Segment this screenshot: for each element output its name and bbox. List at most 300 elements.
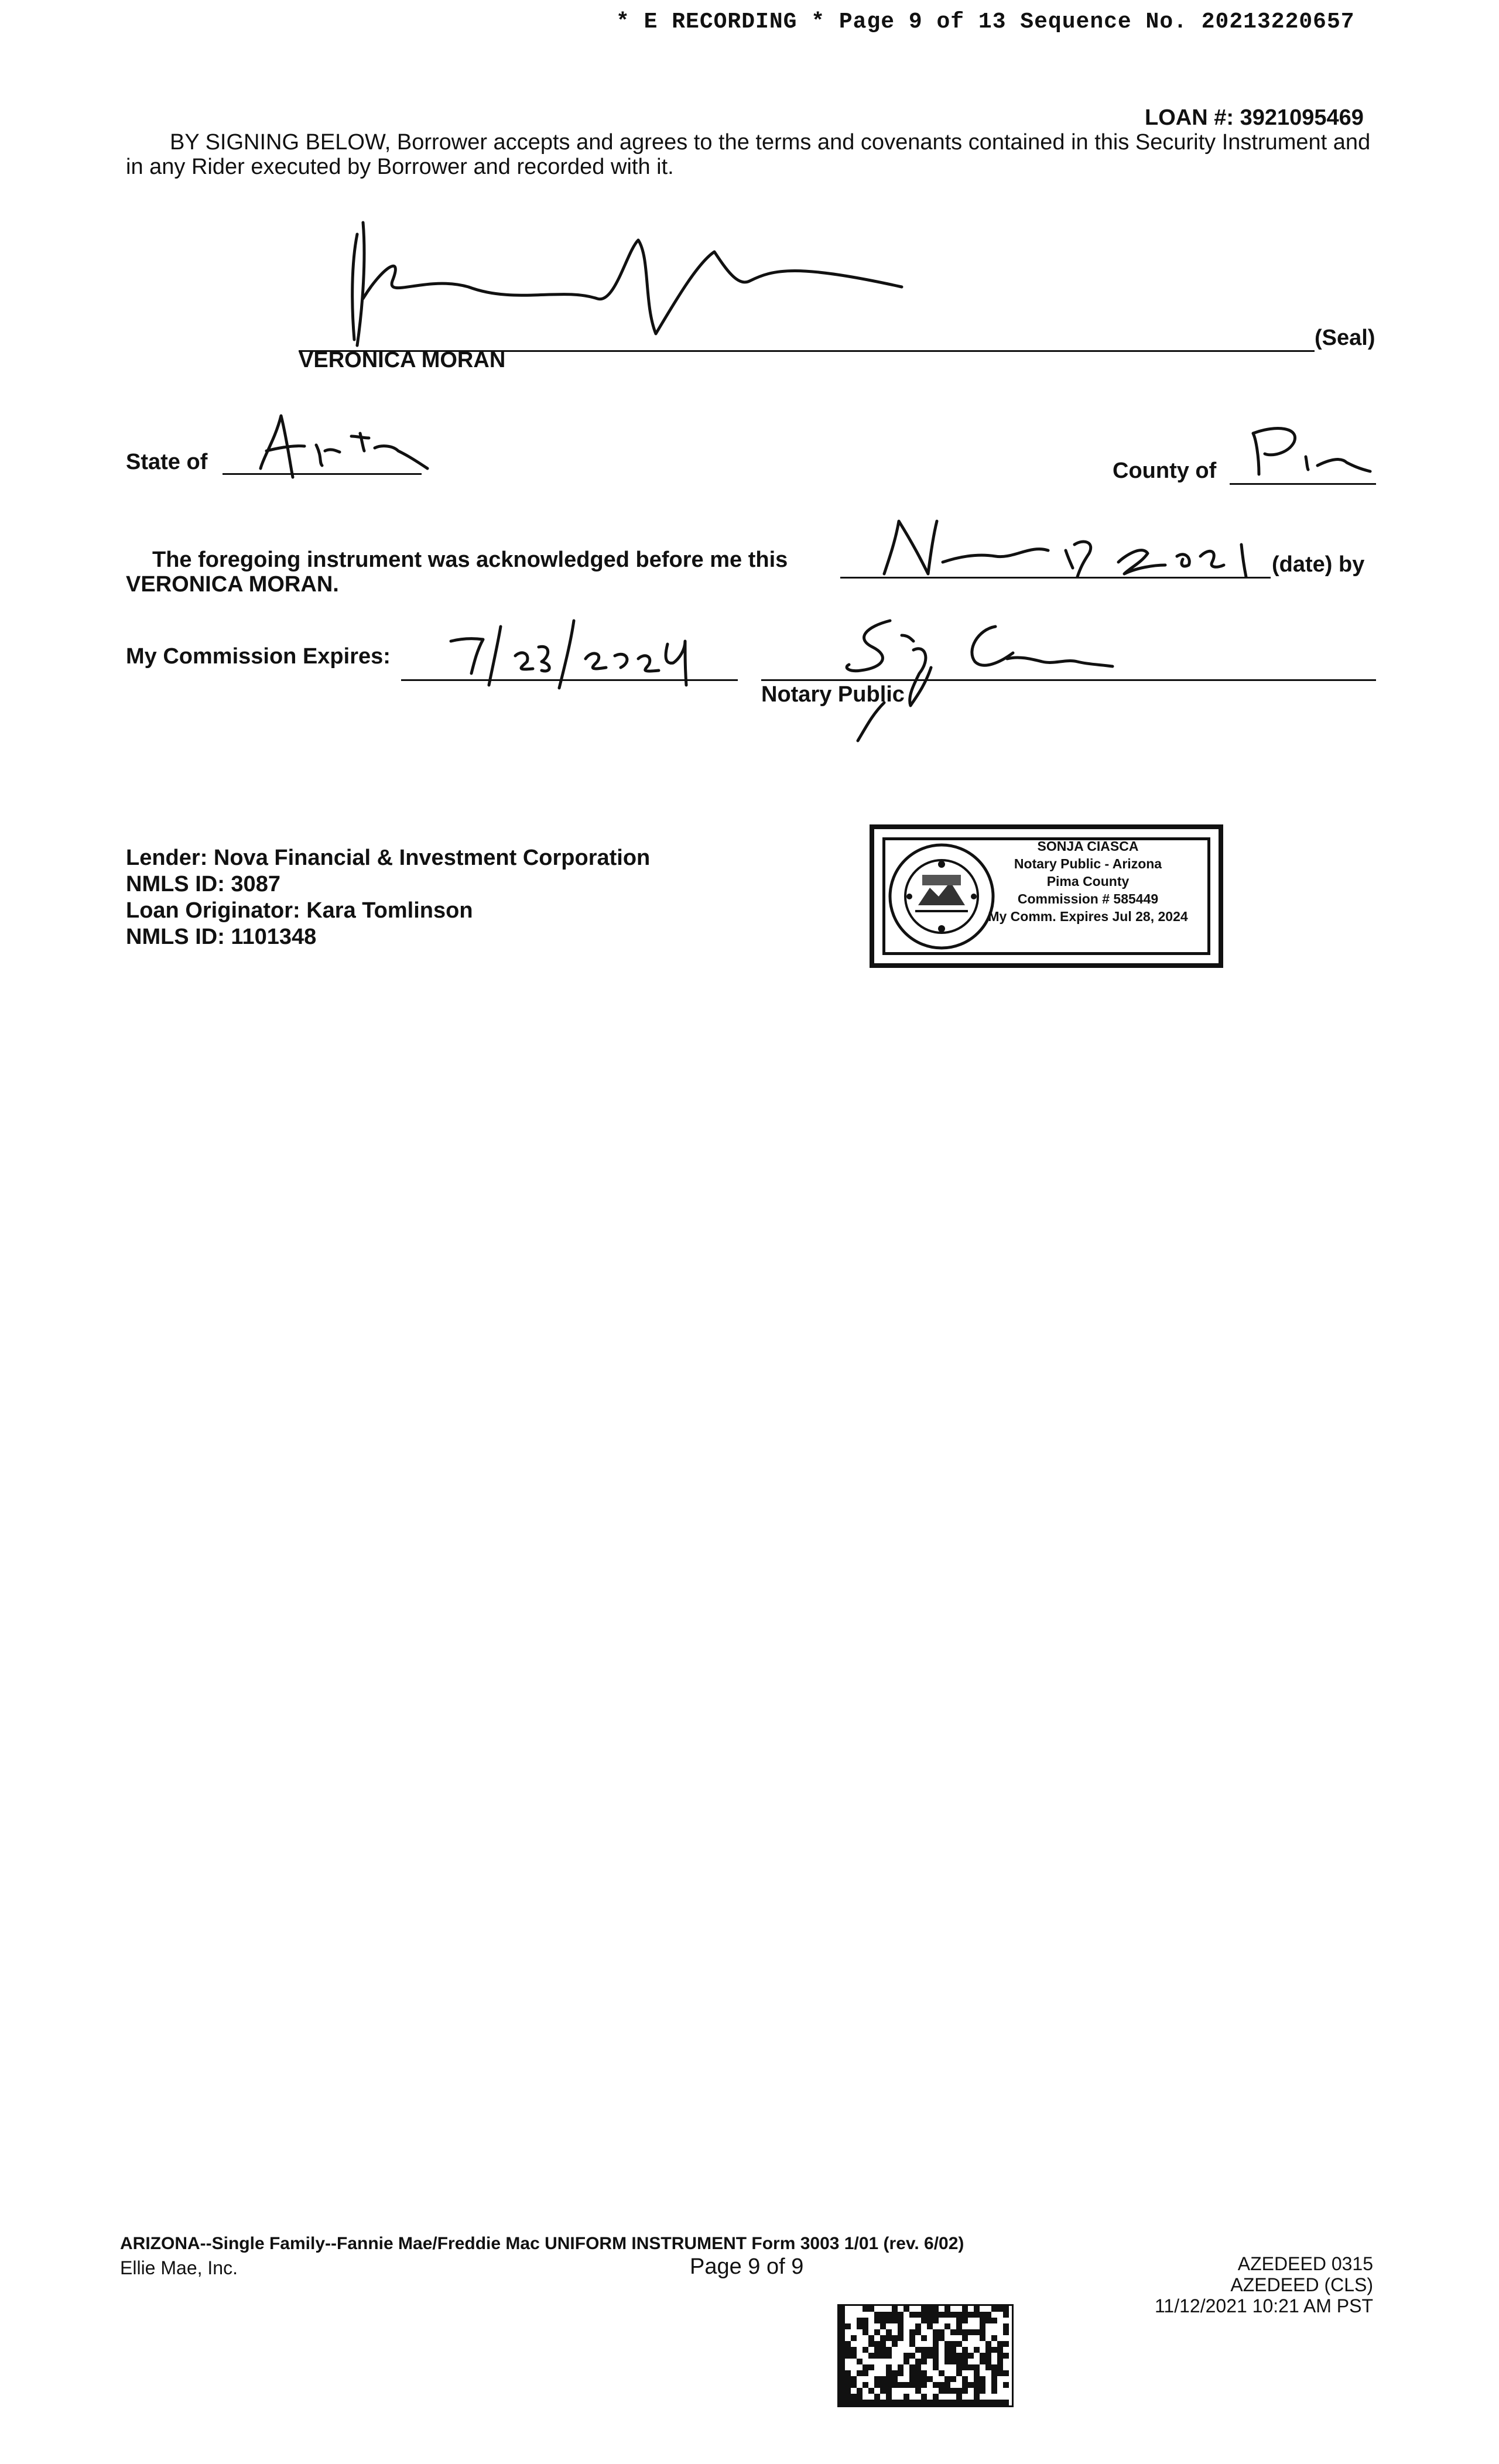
loan-number-line: [1145, 105, 1364, 131]
barcode-module: [909, 2370, 915, 2376]
barcode-module: [839, 2318, 845, 2323]
barcode-module: [980, 2329, 985, 2335]
borrower-name: VERONICA MORAN: [299, 348, 506, 372]
state-label: State of: [126, 450, 208, 474]
barcode-module: [1003, 2370, 1009, 2376]
barcode-module: [933, 2312, 939, 2318]
barcode-module: [863, 2318, 868, 2323]
stamp-text: [977, 837, 1199, 925]
barcode-module: [956, 2370, 962, 2376]
barcode-module: [921, 2400, 927, 2405]
barcode-module: [956, 2329, 962, 2335]
barcode-module: [980, 2312, 985, 2318]
barcode-module: [886, 2376, 892, 2382]
barcode-module: [915, 2323, 921, 2329]
barcode-module: [962, 2335, 968, 2341]
barcode-module: [980, 2382, 985, 2388]
barcode-module: [857, 2318, 863, 2323]
barcode-module: [880, 2376, 886, 2382]
barcode-module: [927, 2318, 933, 2323]
barcode-module: [980, 2335, 985, 2341]
barcode-module: [927, 2306, 933, 2312]
barcode-module: [863, 2364, 868, 2370]
barcode-module: [845, 2382, 851, 2388]
footer-code-2: AZEDEED (CLS): [1230, 2274, 1373, 2295]
barcode-module: [851, 2347, 857, 2353]
barcode-module: [991, 2347, 997, 2353]
barcode-module: [898, 2312, 903, 2318]
barcode-module: [909, 2382, 915, 2388]
barcode-module: [851, 2400, 857, 2405]
barcode-module: [956, 2388, 962, 2394]
barcode-module: [857, 2388, 863, 2394]
barcode-module: [933, 2341, 939, 2347]
barcode-module: [886, 2312, 892, 2318]
barcode-module: [950, 2353, 956, 2359]
barcode-module: [863, 2400, 868, 2405]
barcode-module: [915, 2347, 921, 2353]
barcode-module: [944, 2382, 950, 2388]
barcode-module: [997, 2370, 1003, 2376]
barcode-module: [874, 2376, 880, 2382]
barcode-module: [857, 2400, 863, 2405]
barcode-module: [927, 2353, 933, 2359]
barcode-module: [950, 2400, 956, 2405]
barcode-module: [898, 2318, 903, 2323]
barcode-module: [921, 2312, 927, 2318]
barcode-module: [839, 2341, 845, 2347]
barcode-module: [927, 2347, 933, 2353]
barcode-module: [933, 2335, 939, 2341]
barcode-module: [956, 2400, 962, 2405]
barcode-module: [851, 2394, 857, 2400]
barcode-module: [939, 2335, 944, 2341]
barcode-module: [985, 2318, 991, 2323]
barcode-module: [839, 2359, 845, 2364]
lender-nmls: NMLS ID: 3087: [126, 872, 280, 896]
barcode-module: [898, 2335, 903, 2341]
barcode-module: [944, 2341, 950, 2347]
footer-form-line: ARIZONA--Single Family--Fannie Mae/Freddie Mac UNIFORM INSTRUMENT Form 3003 1/01 (rev. 6/02): [120, 2234, 964, 2253]
barcode-module: [874, 2400, 880, 2405]
barcode-module: [880, 2347, 886, 2353]
barcode-module: [909, 2335, 915, 2341]
barcode-module: [962, 2388, 968, 2394]
barcode-module: [845, 2341, 851, 2347]
barcode-module: [903, 2306, 909, 2312]
barcode-module: [980, 2400, 985, 2405]
seal-label: (Seal): [1315, 326, 1375, 350]
barcode-module: [868, 2306, 874, 2312]
barcode-module: [974, 2400, 980, 2405]
barcode-module: [898, 2382, 903, 2388]
barcode-module: [921, 2394, 927, 2400]
barcode-module: [898, 2329, 903, 2335]
barcode-module: [974, 2370, 980, 2376]
barcode-module: [927, 2376, 933, 2382]
barcode-module: [985, 2312, 991, 2318]
barcode-module: [933, 2318, 939, 2323]
barcode-module: [933, 2329, 939, 2335]
barcode-module: [962, 2376, 968, 2382]
barcode-module: [933, 2394, 939, 2400]
barcode-module: [868, 2341, 874, 2347]
barcode-module: [997, 2353, 1003, 2359]
barcode-module: [863, 2306, 868, 2312]
barcode-module: [868, 2353, 874, 2359]
barcode-module: [997, 2359, 1003, 2364]
barcode-module: [903, 2359, 909, 2364]
barcode-module: [839, 2353, 845, 2359]
barcode-module: [909, 2353, 915, 2359]
barcode-module: [909, 2312, 915, 2318]
barcode-module: [939, 2400, 944, 2405]
barcode-module: [956, 2394, 962, 2400]
barcode-module: [944, 2306, 950, 2312]
barcode-module: [880, 2323, 886, 2329]
stamp-title: Notary Public - Arizona: [1014, 856, 1162, 871]
barcode-module: [985, 2364, 991, 2370]
barcode-module: [962, 2382, 968, 2388]
barcode-module: [956, 2353, 962, 2359]
barcode-module: [956, 2359, 962, 2364]
barcode-module: [886, 2400, 892, 2405]
barcode-module: [892, 2370, 898, 2376]
recording-header: * E RECORDING * Page 9 of 13 Sequence No. 20213220657: [616, 9, 1355, 35]
barcode-module: [892, 2400, 898, 2405]
barcode-module: [939, 2312, 944, 2318]
barcode-module: [933, 2400, 939, 2405]
barcode-module: [909, 2329, 915, 2335]
notary-public-label: Notary Public: [761, 682, 905, 707]
barcode-module: [886, 2347, 892, 2353]
barcode-module: [909, 2376, 915, 2382]
barcode-module: [839, 2400, 845, 2405]
barcode-module: [1003, 2323, 1009, 2329]
barcode-module: [903, 2382, 909, 2388]
barcode-module: [921, 2347, 927, 2353]
barcode-module: [980, 2359, 985, 2364]
barcode-module: [921, 2370, 927, 2376]
barcode-module: [886, 2353, 892, 2359]
barcode-module: [874, 2353, 880, 2359]
barcode-module: [868, 2388, 874, 2394]
barcode-module: [944, 2359, 950, 2364]
barcode-module: [915, 2388, 921, 2394]
barcode-module: [886, 2382, 892, 2388]
barcode-module: [845, 2353, 851, 2359]
barcode-module: [868, 2335, 874, 2341]
barcode-module: [851, 2353, 857, 2359]
barcode-module: [974, 2306, 980, 2312]
barcode-module: [839, 2388, 845, 2394]
barcode-module: [903, 2400, 909, 2405]
barcode-module: [915, 2376, 921, 2382]
barcode-module: [898, 2323, 903, 2329]
commission-handwriting: [427, 609, 732, 691]
barcode-module: [939, 2382, 944, 2388]
barcode-module: [980, 2353, 985, 2359]
barcode-module: [892, 2306, 898, 2312]
barcode-module: [839, 2335, 845, 2341]
barcode-module: [857, 2370, 863, 2376]
barcode-module: [944, 2323, 950, 2329]
barcode-module: [845, 2400, 851, 2405]
notary-stamp: [870, 824, 1223, 968]
barcode-module: [962, 2359, 968, 2364]
barcode-module: [921, 2376, 927, 2382]
barcode-module: [880, 2312, 886, 2318]
originator-nmls: NMLS ID: 1101348: [126, 925, 317, 949]
barcode-module: [956, 2364, 962, 2370]
barcode-module: [944, 2376, 950, 2382]
barcode-module: [845, 2388, 851, 2394]
barcode-module: [839, 2364, 845, 2370]
barcode-module: [851, 2376, 857, 2382]
date-by-label: (date) by: [1272, 552, 1365, 577]
barcode-module: [962, 2400, 968, 2405]
barcode-module: [962, 2347, 968, 2353]
stamp-notary-name: SONJA CIASCA: [1037, 839, 1139, 854]
barcode-module: [997, 2306, 1003, 2312]
barcode-module: [939, 2388, 944, 2394]
ack-text: The foregoing instrument was acknowledged before me this: [152, 547, 788, 572]
barcode-module: [956, 2312, 962, 2318]
barcode-module: [1003, 2353, 1009, 2359]
barcode-module: [974, 2312, 980, 2318]
barcode-module: [962, 2318, 968, 2323]
ack-date-handwriting: [872, 509, 1271, 586]
barcode-module: [991, 2318, 997, 2323]
barcode-module: [845, 2394, 851, 2400]
barcode-module: [839, 2370, 845, 2376]
barcode-module: [921, 2335, 927, 2341]
barcode-module: [974, 2329, 980, 2335]
barcode-module: [991, 2306, 997, 2312]
barcode-module: [839, 2306, 845, 2312]
barcode-module: [886, 2364, 892, 2370]
barcode-module: [950, 2388, 956, 2394]
barcode-module: [903, 2394, 909, 2400]
barcode-module: [968, 2364, 974, 2370]
barcode-module: [974, 2376, 980, 2382]
barcode: [837, 2304, 1014, 2407]
barcode-module: [991, 2400, 997, 2405]
ack-name: VERONICA MORAN.: [126, 572, 339, 597]
barcode-module: [839, 2382, 845, 2388]
barcode-module: [892, 2382, 898, 2388]
barcode-module: [950, 2347, 956, 2353]
barcode-module: [915, 2329, 921, 2335]
barcode-module: [921, 2353, 927, 2359]
barcode-module: [1003, 2382, 1009, 2388]
barcode-module: [991, 2364, 997, 2370]
barcode-module: [956, 2318, 962, 2323]
barcode-module: [857, 2323, 863, 2329]
barcode-module: [892, 2335, 898, 2341]
barcode-module: [968, 2329, 974, 2335]
barcode-module: [845, 2323, 851, 2329]
barcode-module: [892, 2318, 898, 2323]
barcode-module: [944, 2353, 950, 2359]
barcode-module: [851, 2382, 857, 2388]
barcode-module: [974, 2364, 980, 2370]
barcode-module: [968, 2353, 974, 2359]
lender-name: Lender: Nova Financial & Investment Corporation: [126, 846, 651, 870]
footer-page: Page 9 of 9: [690, 2254, 804, 2279]
barcode-module: [1003, 2400, 1009, 2405]
barcode-module: [845, 2376, 851, 2382]
barcode-module: [903, 2353, 909, 2359]
barcode-module: [909, 2400, 915, 2405]
barcode-module: [950, 2329, 956, 2335]
barcode-module: [980, 2388, 985, 2394]
barcode-module: [874, 2347, 880, 2353]
barcode-module: [985, 2341, 991, 2347]
barcode-module: [845, 2347, 851, 2353]
loan-originator: Loan Originator: Kara Tomlinson: [126, 898, 473, 923]
barcode-module: [944, 2388, 950, 2394]
barcode-module: [962, 2329, 968, 2335]
barcode-module: [874, 2394, 880, 2400]
notary-signature: [808, 603, 1136, 755]
barcode-module: [863, 2329, 868, 2335]
barcode-module: [980, 2323, 985, 2329]
barcode-module: [933, 2347, 939, 2353]
barcode-module: [974, 2394, 980, 2400]
barcode-module: [985, 2353, 991, 2359]
barcode-module: [980, 2318, 985, 2323]
barcode-module: [886, 2370, 892, 2376]
barcode-module: [909, 2364, 915, 2370]
barcode-module: [915, 2400, 921, 2405]
barcode-module: [956, 2341, 962, 2347]
barcode-module: [939, 2370, 944, 2376]
barcode-module: [909, 2341, 915, 2347]
barcode-module: [851, 2335, 857, 2341]
barcode-module: [874, 2312, 880, 2318]
barcode-module: [915, 2382, 921, 2388]
barcode-module: [921, 2306, 927, 2312]
loan-label: LOAN #:: [1145, 105, 1234, 130]
footer-company: Ellie Mae, Inc.: [120, 2257, 238, 2278]
county-handwriting: [1241, 422, 1382, 486]
barcode-module: [915, 2312, 921, 2318]
barcode-module: [991, 2388, 997, 2394]
barcode-module: [1003, 2306, 1009, 2312]
barcode-module: [874, 2318, 880, 2323]
barcode-module: [991, 2376, 997, 2382]
barcode-module: [997, 2400, 1003, 2405]
footer-code-1: AZEDEED 0315: [1237, 2253, 1373, 2274]
barcode-module: [845, 2370, 851, 2376]
barcode-module: [921, 2359, 927, 2364]
barcode-module: [863, 2370, 868, 2376]
barcode-module: [927, 2312, 933, 2318]
barcode-module: [886, 2335, 892, 2341]
barcode-module: [962, 2353, 968, 2359]
barcode-module: [863, 2323, 868, 2329]
barcode-module: [927, 2323, 933, 2329]
footer-codes: [1142, 2253, 1373, 2316]
barcode-module: [880, 2382, 886, 2388]
barcode-module: [886, 2318, 892, 2323]
barcode-module: [880, 2353, 886, 2359]
barcode-module: [985, 2347, 991, 2353]
loan-number: 3921095469: [1240, 105, 1364, 130]
barcode-module: [863, 2382, 868, 2388]
barcode-module: [933, 2364, 939, 2370]
barcode-module: [962, 2364, 968, 2370]
barcode-module: [839, 2347, 845, 2353]
barcode-module: [1003, 2329, 1009, 2335]
footer-timestamp: 11/12/2021 10:21 AM PST: [1155, 2295, 1373, 2316]
barcode-module: [985, 2400, 991, 2405]
barcode-module: [892, 2341, 898, 2347]
barcode-module: [944, 2347, 950, 2353]
barcode-module: [962, 2306, 968, 2312]
barcode-module: [944, 2400, 950, 2405]
stamp-county: Pima County: [1046, 874, 1130, 889]
barcode-module: [874, 2341, 880, 2347]
barcode-module: [898, 2400, 903, 2405]
barcode-module: [880, 2388, 886, 2394]
barcode-module: [974, 2347, 980, 2353]
barcode-module: [974, 2382, 980, 2388]
barcode-module: [892, 2376, 898, 2382]
barcode-module: [939, 2329, 944, 2335]
barcode-module: [886, 2394, 892, 2400]
barcode-module: [898, 2370, 903, 2376]
lender-info: [126, 845, 650, 950]
barcode-module: [950, 2359, 956, 2364]
barcode-module: [874, 2382, 880, 2388]
barcode-module: [933, 2353, 939, 2359]
barcode-module: [950, 2312, 956, 2318]
barcode-module: [991, 2335, 997, 2341]
barcode-module: [880, 2335, 886, 2341]
barcode-module: [880, 2318, 886, 2323]
barcode-module: [950, 2341, 956, 2347]
barcode-module: [880, 2400, 886, 2405]
county-label: County of: [1113, 458, 1217, 483]
barcode-module: [839, 2312, 845, 2318]
barcode-module: [874, 2329, 880, 2335]
barcode-module: [839, 2394, 845, 2400]
barcode-module: [991, 2382, 997, 2388]
barcode-module: [886, 2388, 892, 2394]
barcode-module: [927, 2400, 933, 2405]
barcode-module: [839, 2323, 845, 2329]
barcode-module: [839, 2376, 845, 2382]
stamp-commission: Commission # 585449: [1017, 891, 1159, 906]
state-handwriting: [258, 404, 433, 486]
commission-label: My Commission Expires:: [126, 644, 391, 669]
stamp-expires: My Comm. Expires Jul 28, 2024: [988, 909, 1188, 924]
barcode-module: [933, 2359, 939, 2364]
barcode-module: [950, 2376, 956, 2382]
barcode-module: [863, 2347, 868, 2353]
barcode-module: [974, 2388, 980, 2394]
barcode-module: [868, 2364, 874, 2370]
barcode-module: [915, 2370, 921, 2376]
barcode-module: [985, 2359, 991, 2364]
barcode-module: [868, 2400, 874, 2405]
agreement-text: BY SIGNING BELOW, Borrower accepts and agrees to the terms and covenants contained in this Security Instrument and in any Rider executed by Borrower and recorded with it.: [126, 130, 1371, 179]
barcode-module: [991, 2370, 997, 2376]
barcode-module: [915, 2359, 921, 2364]
barcode-module: [1003, 2341, 1009, 2347]
